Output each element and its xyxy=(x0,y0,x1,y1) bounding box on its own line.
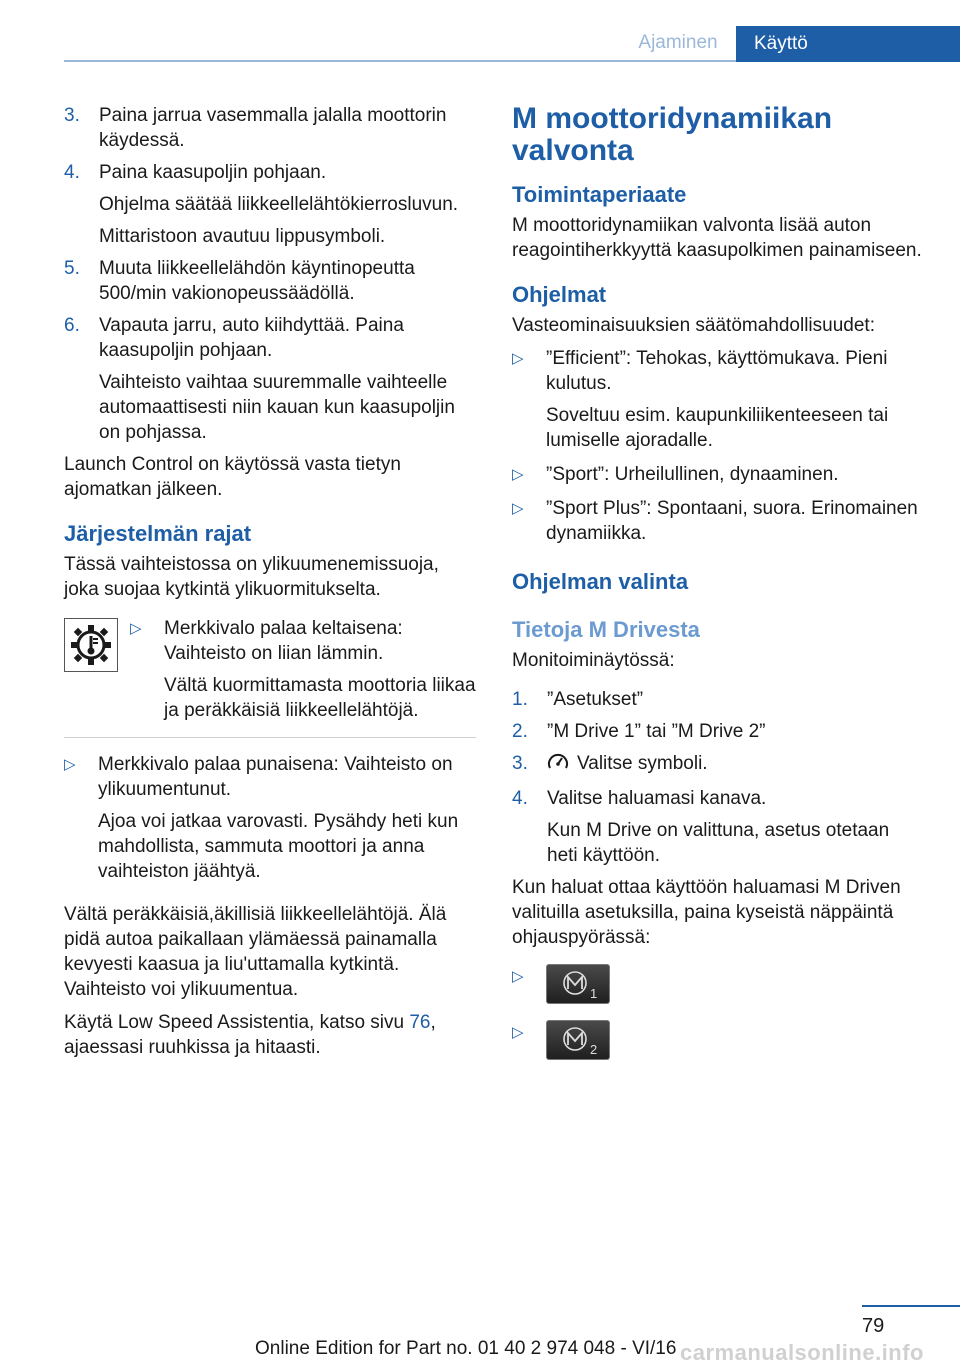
step-text: Paina kaasupoljin pohjaan. xyxy=(99,162,327,183)
selection-heading: Ohjelman valinta xyxy=(512,569,689,594)
step-text xyxy=(547,751,922,779)
triangle-bullet-icon: ▷ xyxy=(512,968,524,985)
m1-button-item xyxy=(512,964,922,1004)
limits-heading: Järjestelmän rajat xyxy=(64,521,252,546)
warning-line: Ajoa voi jatkaa varovasti. Pysähdy heti kun mahdollista, sammuta moottori ja anna vaihteiston jäähtyä. xyxy=(98,811,459,882)
mdrive-step-2 xyxy=(512,719,922,744)
triangle-bullet-icon: ▷ xyxy=(130,620,142,637)
m2-button-item xyxy=(512,1020,922,1060)
step-number: 2. xyxy=(512,721,528,742)
mdrive-step-3 xyxy=(512,751,922,779)
watermark: carmanualsonline.info xyxy=(680,1340,924,1365)
program-sport-plus xyxy=(512,496,922,546)
triangle-bullet-icon: ▷ xyxy=(64,756,76,773)
mdrive-intro: Monitoiminäytössä: xyxy=(512,650,675,671)
gearbox-temperature-icon xyxy=(64,618,118,672)
program-sport xyxy=(512,462,922,487)
mdrive-step-4 xyxy=(512,786,922,868)
program-line: ”Sport”: Urheilullinen, dynaaminen. xyxy=(546,464,839,485)
divider xyxy=(64,737,476,738)
mdrive-heading: Tietoja M Drivesta xyxy=(512,617,700,642)
step-3 xyxy=(64,103,476,153)
step-text-label: Valitse symboli. xyxy=(577,753,708,774)
program-line: ”Sport Plus”: Spontaani, suora. Erinomainen dynamiikka. xyxy=(546,498,918,544)
launch-control-note: Launch Control on käytössä vasta tietyn ajomatkan jälkeen. xyxy=(64,454,401,500)
edition-text: Online Edition for Part no. 01 40 2 974 048 - VI/16 xyxy=(255,1338,677,1359)
step-number: 5. xyxy=(64,258,80,279)
warning-line: Merkkivalo palaa keltaisena: Vaihteisto on liian lämmin. xyxy=(164,618,403,664)
step-text: Muuta liikkeellelähdön käyntinopeutta 500/min vakionopeussäädöllä. xyxy=(99,258,415,304)
m2-button-icon[interactable] xyxy=(546,1020,610,1060)
programs-intro: Vasteominaisuuksien säätömahdollisuudet: xyxy=(512,315,875,336)
low-speed-text xyxy=(64,1010,476,1060)
step-6 xyxy=(64,313,476,445)
step-number: 3. xyxy=(64,105,80,126)
programs-heading: Ohjelmat xyxy=(512,282,607,307)
tab-kaytto[interactable]: Käyttö xyxy=(736,26,960,62)
right-column xyxy=(512,103,922,1069)
warning-line: Vältä kuormittamasta moottoria liikaa ja peräkkäisiä liikkeellelähtöjä. xyxy=(164,675,476,721)
step-text: Mittaristoon avautuu lippusymboli. xyxy=(99,226,386,247)
principle-text: M moottoridynamiikan valvonta lisää auton reagointiherkkyyttä kaasupolkimen painamiseen. xyxy=(512,215,922,261)
warning-line: Merkkivalo palaa punaisena: Vaihteisto on ylikuumentunut. xyxy=(98,754,453,800)
step-number: 6. xyxy=(64,315,80,336)
step-number: 4. xyxy=(512,788,528,809)
step-number: 1. xyxy=(512,689,528,710)
mdrive-step-1 xyxy=(512,687,922,712)
footer-rule xyxy=(862,1305,960,1307)
low-speed-pre: Käytä Low Speed Assistentia, katso sivu xyxy=(64,1012,410,1033)
button-subscript: 2 xyxy=(590,1042,598,1057)
page-number: 79 xyxy=(862,1315,885,1337)
program-efficient xyxy=(512,346,922,453)
overheat-warning-red xyxy=(64,752,476,884)
left-column xyxy=(64,103,476,1068)
section-title: M moottoridynamiikan valvonta xyxy=(512,102,833,167)
triangle-bullet-icon: ▷ xyxy=(512,466,524,483)
triangle-bullet-icon: ▷ xyxy=(512,500,524,517)
step-text: Kun M Drive on valittuna, asetus otetaan heti käyttöön. xyxy=(547,820,890,866)
step-5 xyxy=(64,256,476,306)
limits-text: Tässä vaihteistossa on ylikuumenemissuoja, joka suojaa kytkintä ylikuormitukselta. xyxy=(64,554,439,600)
program-line: Soveltuu esim. kaupunkiliikenteeseen tai lumiselle ajoradalle. xyxy=(546,405,889,451)
step-text: ”Asetukset” xyxy=(547,689,644,710)
tab-ajaminen[interactable]: Ajaminen xyxy=(638,32,718,53)
page-link[interactable]: 76 xyxy=(409,1012,431,1033)
step-number: 4. xyxy=(64,162,80,183)
triangle-bullet-icon: ▷ xyxy=(512,350,524,367)
low-speed-post: , ajaessasi ruuhkissa ja hitaasti. xyxy=(64,1012,436,1058)
step-number: 3. xyxy=(512,753,528,774)
warning-text xyxy=(130,616,476,723)
overheat-warning-yellow xyxy=(64,616,476,723)
m1-button-icon[interactable] xyxy=(546,964,610,1004)
principle-heading: Toimintaperiaate xyxy=(512,182,687,207)
step-4 xyxy=(64,160,476,249)
gauge-symbol-icon xyxy=(547,752,569,779)
step-text: Valitse haluamasi kanava. xyxy=(547,788,767,809)
button-subscript: 1 xyxy=(590,986,598,1001)
step-text: ”M Drive 1” tai ”M Drive 2” xyxy=(547,721,766,742)
step-text: Paina jarrua vasemmalla jalalla moottorin käydessä. xyxy=(99,105,447,151)
program-line: ”Efficient”: Tehokas, käyttömukava. Pieni kulutus. xyxy=(546,348,888,394)
steering-text: Kun haluat ottaa käyttöön haluamasi M Driven valituilla asetuksilla, paina kyseistä näppäintä ohjauspyörässä: xyxy=(512,877,901,948)
triangle-bullet-icon: ▷ xyxy=(512,1024,524,1041)
step-text: Vaihteisto vaihtaa suuremmalle vaihteelle automaattisesti niin kauan kun kaasupoljin on pohjassa. xyxy=(99,372,455,443)
step-text: Ohjelma säätää liikkeellelähtökierrosluvun. xyxy=(99,194,459,215)
step-text: Vapauta jarru, auto kiihdyttää. Paina kaasupoljin pohjaan. xyxy=(99,315,404,361)
avoid-text: Vältä peräkkäisiä,äkillisiä liikkeellelähtöjä. Älä pidä autoa paikallaan ylämäessä painamalla kevyesti kaasua ja liu'uttamalla kytkintä. Vaihteisto voi ylikuumentua. xyxy=(64,904,447,1000)
